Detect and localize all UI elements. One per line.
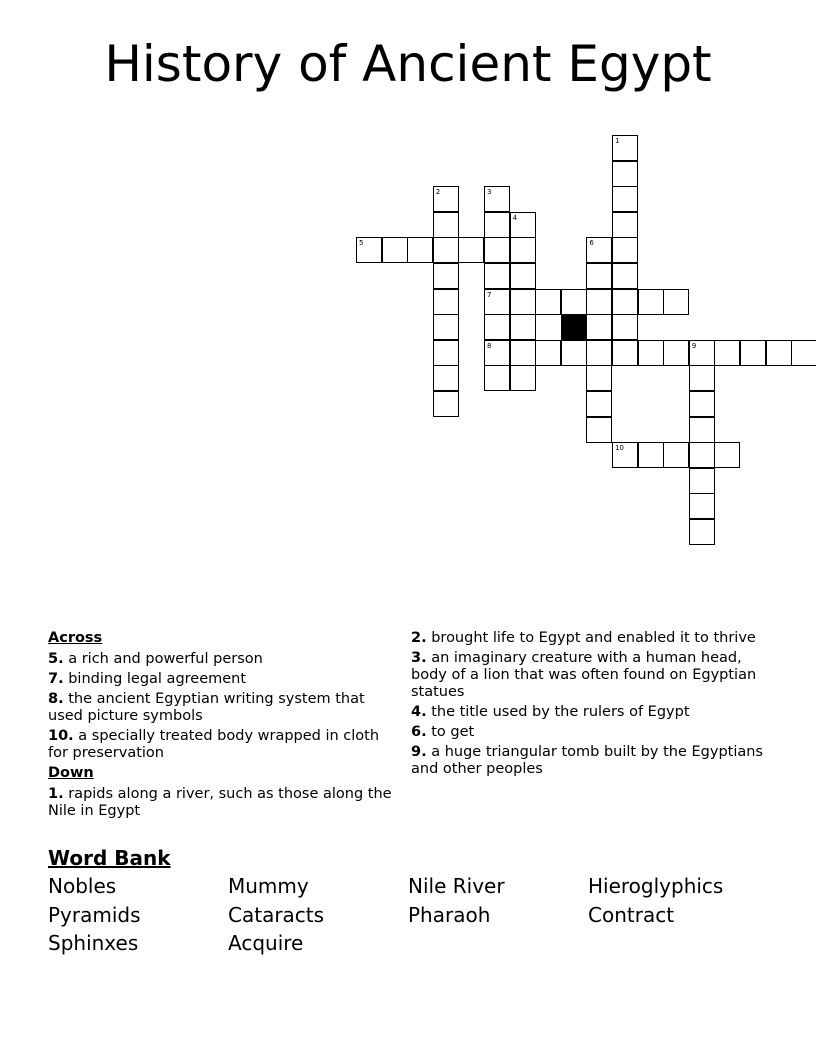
clues-right-column xyxy=(411,630,776,781)
across-heading: Across xyxy=(48,630,103,646)
crossword-cell[interactable] xyxy=(689,442,715,468)
crossword-cell[interactable] xyxy=(433,212,459,238)
crossword-cell[interactable] xyxy=(535,289,561,315)
crossword-cell[interactable] xyxy=(586,365,612,391)
crossword-cell[interactable] xyxy=(740,340,766,366)
clue-text: to get xyxy=(426,724,475,740)
crossword-cell[interactable] xyxy=(433,314,459,340)
crossword-cell[interactable] xyxy=(586,340,612,366)
word-bank-item: Nobles xyxy=(48,874,117,898)
clue-number: 7 xyxy=(487,290,492,299)
crossword-cell[interactable] xyxy=(689,468,715,494)
word-bank-item: Pyramids xyxy=(48,902,141,927)
crossword-cell[interactable] xyxy=(510,289,536,315)
clue-text: brought life to Egypt and enabled it to thrive xyxy=(426,630,756,646)
clue-num: 5. xyxy=(48,651,64,667)
crossword-cell[interactable] xyxy=(407,237,433,263)
crossword-cell[interactable] xyxy=(612,289,638,315)
crossword-cell[interactable] xyxy=(484,186,510,212)
word-bank-item: Pharaoh xyxy=(408,902,491,927)
clue-item xyxy=(48,786,396,820)
clue-item xyxy=(48,671,396,688)
crossword-cell[interactable] xyxy=(612,442,638,468)
crossword-cell[interactable] xyxy=(484,289,510,315)
word-bank-item: Nile River xyxy=(408,874,505,898)
crossword-cell[interactable] xyxy=(689,391,715,417)
crossword-cell[interactable] xyxy=(663,289,689,315)
crossword-cell[interactable] xyxy=(612,161,638,187)
clue-num: 4. xyxy=(411,704,427,720)
clue-item xyxy=(411,630,776,647)
clue-item xyxy=(411,724,776,741)
clue-number: 6 xyxy=(589,239,594,248)
crossword-cell[interactable] xyxy=(484,263,510,289)
crossword-cell[interactable] xyxy=(766,340,792,366)
crossword-cell[interactable] xyxy=(433,186,459,212)
crossword-cell[interactable] xyxy=(586,314,612,340)
crossword-cell[interactable] xyxy=(458,237,484,263)
crossword-cell[interactable] xyxy=(714,340,740,366)
page-title: History of Ancient Egypt xyxy=(104,35,712,93)
clue-num: 2. xyxy=(411,630,427,646)
crossword-cell[interactable] xyxy=(356,237,382,263)
clue-item xyxy=(411,650,776,701)
clue-number: 2 xyxy=(435,188,441,197)
clue-item xyxy=(411,744,776,778)
clue-text: the ancient Egyptian writing system that used picture symbols xyxy=(48,691,365,724)
crossword-cell[interactable] xyxy=(510,263,536,289)
word-bank xyxy=(48,874,768,960)
clue-item xyxy=(411,704,776,721)
crossword-cell[interactable] xyxy=(612,340,638,366)
crossword-cell[interactable] xyxy=(689,365,715,391)
crossword-cell[interactable] xyxy=(484,340,510,366)
word-bank-item: Acquire xyxy=(228,931,304,955)
down-heading: Down xyxy=(48,765,94,781)
crossword-cell[interactable] xyxy=(612,314,638,340)
clue-number: 4 xyxy=(512,213,518,222)
crossword-cell[interactable] xyxy=(689,519,715,545)
crossword-cell[interactable] xyxy=(484,212,510,238)
word-bank-item: Hieroglyphics xyxy=(588,874,724,898)
crossword-cell[interactable] xyxy=(638,442,664,468)
crossword-cell[interactable] xyxy=(433,340,459,366)
word-bank-item: Mummy xyxy=(228,874,309,898)
crossword-cell[interactable] xyxy=(586,417,612,443)
clue-number: 3 xyxy=(487,188,492,197)
clue-num: 6. xyxy=(411,724,427,740)
word-bank-item: Cataracts xyxy=(228,902,325,927)
crossword-cell[interactable] xyxy=(510,237,536,263)
crossword-cell[interactable] xyxy=(484,365,510,391)
crossword-cell[interactable] xyxy=(433,289,459,315)
crossword-cell[interactable] xyxy=(612,135,638,161)
crossword-cell[interactable] xyxy=(612,237,638,263)
crossword-cell[interactable] xyxy=(612,263,638,289)
clue-number: 1 xyxy=(615,137,620,145)
clue-number: 9 xyxy=(691,341,697,350)
word-bank-item: Sphinxes xyxy=(48,931,139,955)
crossword-cell[interactable] xyxy=(484,314,510,340)
crossword-cell[interactable] xyxy=(612,212,638,238)
crossword-cell[interactable] xyxy=(433,391,459,417)
crossword-cell[interactable] xyxy=(510,365,536,391)
clues-left-column xyxy=(48,630,396,823)
crossword-cell[interactable] xyxy=(689,340,715,366)
clue-item xyxy=(48,651,396,668)
clue-number: 8 xyxy=(487,341,492,350)
clue-number: 5 xyxy=(359,239,364,248)
crossword-cell[interactable] xyxy=(433,263,459,289)
clue-num: 3. xyxy=(411,650,427,666)
crossword-cell[interactable] xyxy=(510,212,536,238)
crossword-cell[interactable] xyxy=(561,289,587,315)
crossword-cell[interactable] xyxy=(663,340,689,366)
crossword-cell[interactable] xyxy=(484,237,510,263)
crossword-cell[interactable] xyxy=(510,314,536,340)
crossword-cell[interactable] xyxy=(638,340,664,366)
clue-num: 8. xyxy=(48,691,64,707)
clue-text: a rich and powerful person xyxy=(63,651,263,667)
crossword-cell[interactable] xyxy=(586,263,612,289)
crossword-cell[interactable] xyxy=(714,442,740,468)
crossword-cell[interactable] xyxy=(791,340,816,366)
clue-text: an imaginary creature with a human head, body of a lion that was often found on Egyptian statues xyxy=(411,650,757,700)
crossword-cell[interactable] xyxy=(433,365,459,391)
crossword-cell[interactable] xyxy=(689,417,715,443)
clue-number: 10 xyxy=(615,444,624,453)
word-bank-item: Contract xyxy=(588,902,675,927)
crossword-cell[interactable] xyxy=(561,340,587,366)
crossword-cell[interactable] xyxy=(663,442,689,468)
clue-item xyxy=(48,728,396,762)
clue-num: 7. xyxy=(48,671,64,687)
clue-num: 1. xyxy=(48,786,64,802)
clue-num: 10. xyxy=(48,728,74,744)
crossword-cell[interactable] xyxy=(535,340,561,366)
clue-text: rapids along a river, such as those along the Nile in Egypt xyxy=(48,786,392,819)
clue-num: 9. xyxy=(411,744,427,760)
crossword-block-cell xyxy=(561,314,587,340)
crossword-cell[interactable] xyxy=(586,237,612,263)
clue-item xyxy=(48,691,396,725)
clue-text: binding legal agreement xyxy=(63,671,247,687)
crossword-cell[interactable] xyxy=(586,391,612,417)
word-bank-title: Word Bank xyxy=(48,846,171,870)
clue-text: a huge triangular tomb built by the Egyptians and other peoples xyxy=(411,744,763,777)
crossword-cell[interactable] xyxy=(612,186,638,212)
crossword-cell[interactable] xyxy=(382,237,408,263)
crossword-cell[interactable] xyxy=(689,493,715,519)
crossword-cell[interactable] xyxy=(433,237,459,263)
clue-text: the title used by the rulers of Egypt xyxy=(426,704,690,720)
crossword-cell[interactable] xyxy=(638,289,664,315)
crossword-cell[interactable] xyxy=(586,289,612,315)
crossword-cell[interactable] xyxy=(510,340,536,366)
clue-text: a specially treated body wrapped in cloth for preservation xyxy=(48,728,380,761)
